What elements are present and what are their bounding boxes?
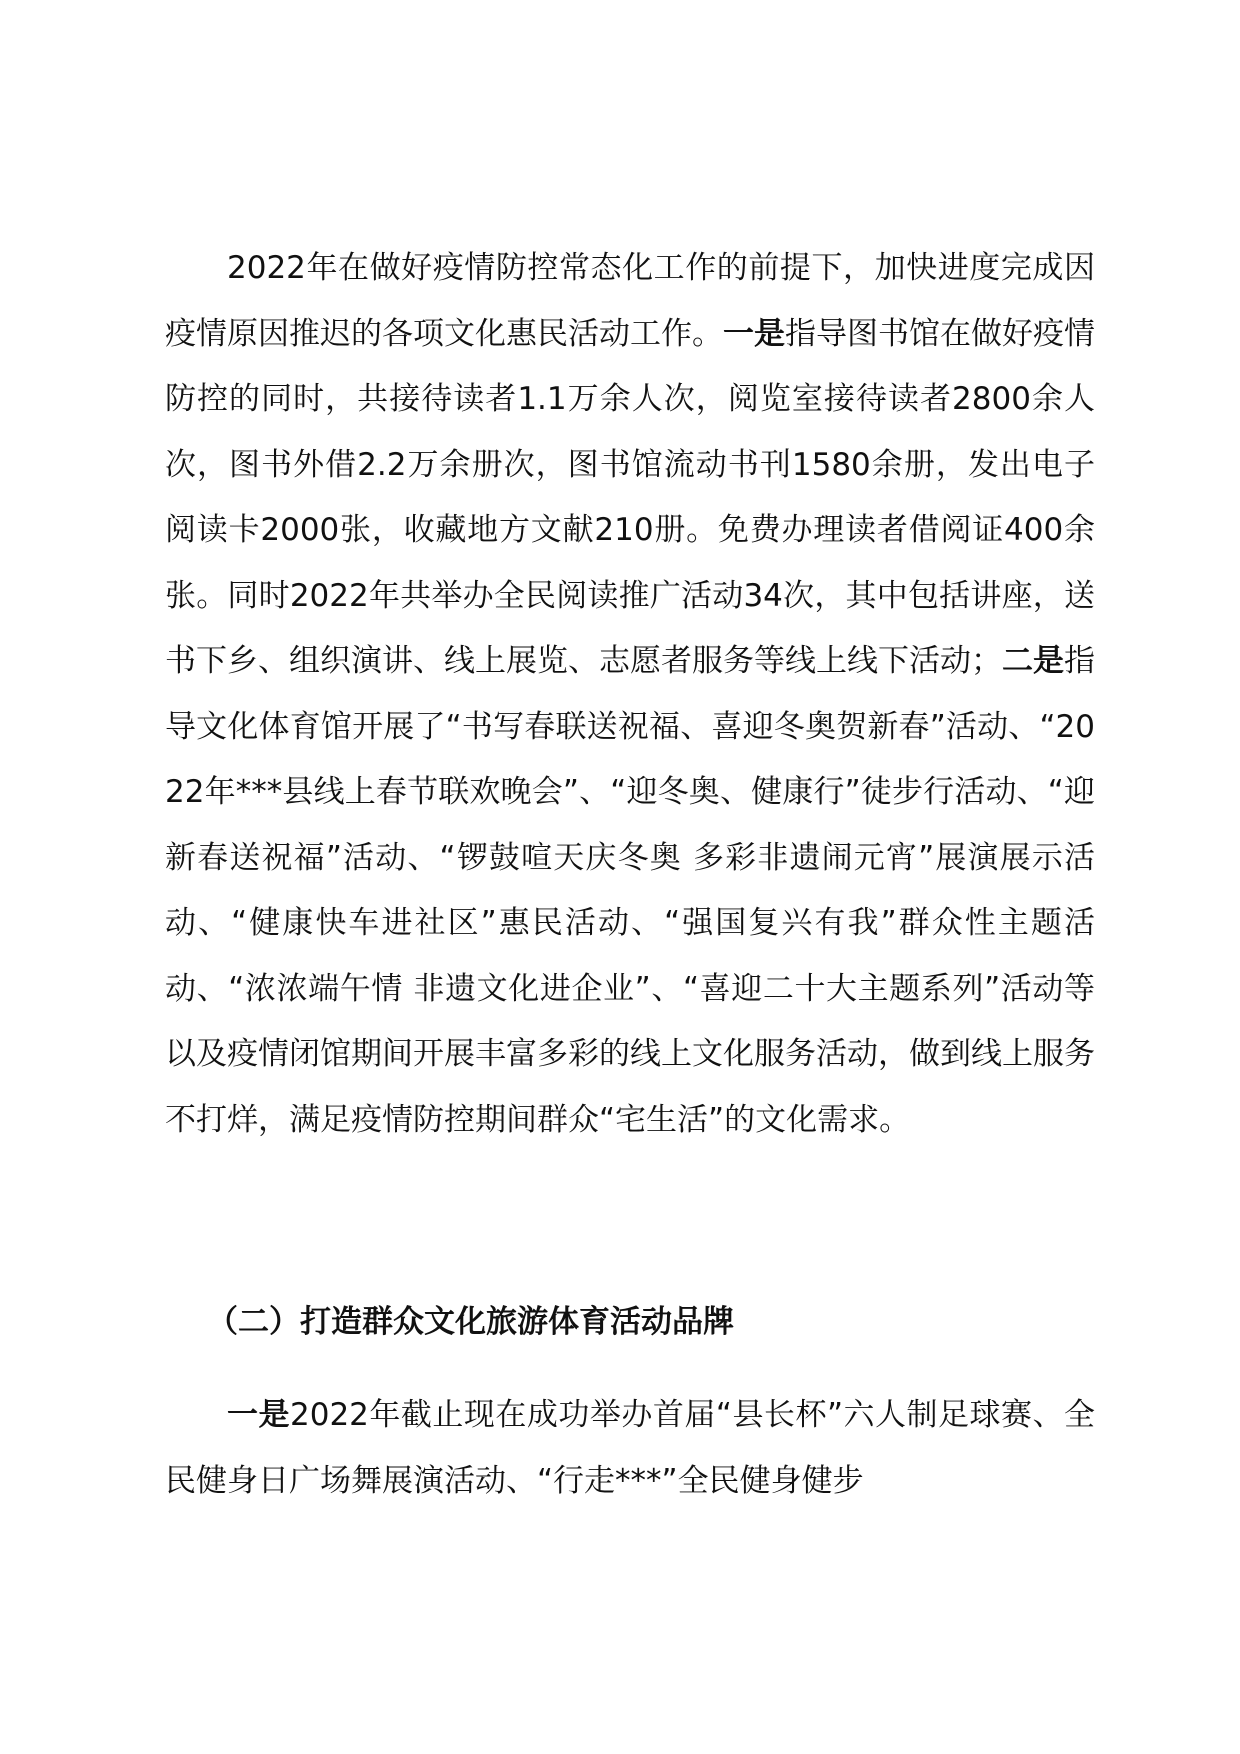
paragraph-2-bold-marker-a: 一是 — [227, 1397, 290, 1433]
paragraph-1-text-b: 指导图书馆在做好疫情防控的同时，共接待读者1.1万余人次，阅览室接待读者2800余人次，图书外借2.2万余册次，图书馆流动书刊1580余册，发出电子阅读卡2000张，收藏地方文献210册。免费办理读者借阅证400余张。同时2022年共举办全民阅读推广活动34次，其中包括讲座，送书下乡、组织演讲、线上展览、志愿者服务等线上线下活动； — [165, 315, 1095, 679]
paragraph-1-bold-marker-a: 一是 — [723, 315, 785, 352]
paragraph-1-text-c: 指导文化体育馆开展了“书写春联送祝福、喜迎冬奥贺新春”活动、“2022年***县线上春节联欢晚会”、“迎冬奥、健康行”徒步行活动、“迎新春送祝福”活动、“锣鼓喧天庆冬奥 多彩非遗闹元宵”展演展示活动、“健康快车进社区”惠民活动、“强国复兴有我”群众性主题活动、“浓浓端午情 非遗文化进企业”、“喜迎二十大主题系列”活动等以及疫情闭馆期间开展丰富多彩的线上文化服务活动，做到线上服务不打烊，满足疫情防控期间群众“宅生活”的文化需求。 — [165, 643, 1095, 1138]
paragraph-2-text-a: 2022年截止现在成功举办首届“县长杯”六人制足球赛、全民健身日广场舞展演活动、“行走***”全民健身健步 — [165, 1397, 1095, 1499]
body-paragraph-1 — [165, 236, 1095, 1153]
body-paragraph-2 — [165, 1383, 1095, 1514]
section-heading: （二）打造群众文化旅游体育活动品牌 — [207, 1304, 734, 1340]
paragraph-1-bold-marker-b: 二是 — [1002, 643, 1064, 679]
paragraph-1-text-a: 2022年在做好疫情防控常态化工作的前提下，加快进度完成因疫情原因推迟的各项文化惠民活动工作。 — [165, 250, 1095, 352]
document-page — [165, 0, 1095, 1754]
